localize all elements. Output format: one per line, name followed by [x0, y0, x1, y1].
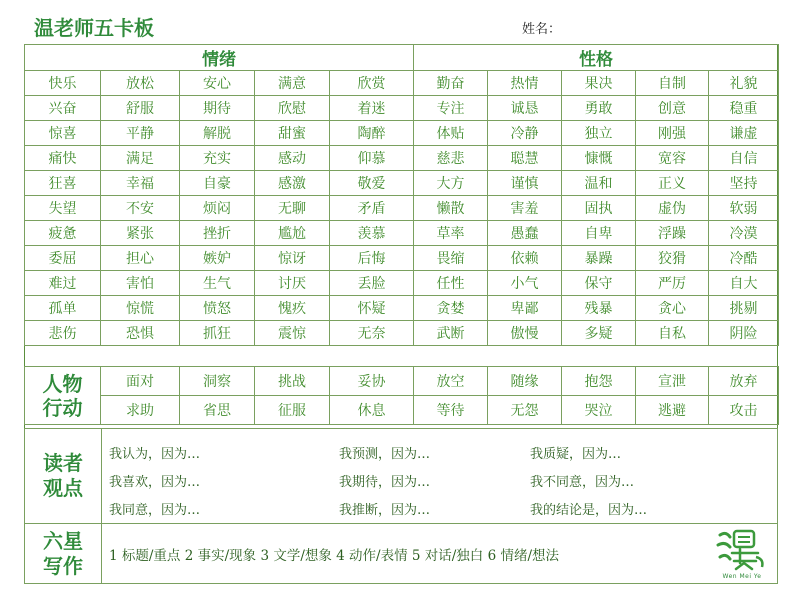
emotion-cell: 兴奋 [25, 96, 101, 121]
emotion-cell: 惊慌 [101, 296, 180, 321]
character-actions-table [24, 366, 779, 425]
emotion-cell: 烦闷 [180, 196, 255, 221]
emotion-cell: 难过 [25, 271, 101, 296]
emotion-cell: 陶醉 [330, 121, 414, 146]
emotion-cell: 快乐 [25, 71, 101, 96]
character-cell: 严厉 [636, 271, 709, 296]
action-cell: 逃避 [636, 396, 709, 425]
character-cell: 慈悲 [414, 146, 488, 171]
emotion-cell: 讨厌 [255, 271, 330, 296]
character-cell: 狡猾 [636, 246, 709, 271]
emotion-cell: 无聊 [255, 196, 330, 221]
character-cell: 浮躁 [636, 221, 709, 246]
character-cell: 冷静 [488, 121, 562, 146]
emotion-cell: 安心 [180, 71, 255, 96]
emotion-cell: 满意 [255, 71, 330, 96]
six-star-items: 1 标题/重点 2 事实/现象 3 文学/想象 4 动作/表情 5 对话/独白 6 情绪/想法 [109, 548, 560, 564]
emotion-cell: 怀疑 [330, 296, 414, 321]
emotion-cell: 感动 [255, 146, 330, 171]
emotion-cell: 委屈 [25, 246, 101, 271]
actions-row [25, 396, 779, 425]
emotion-cell: 担心 [101, 246, 180, 271]
action-cell: 省思 [180, 396, 255, 425]
action-cell: 攻击 [709, 396, 779, 425]
action-cell: 洞察 [180, 367, 255, 396]
emotion-cell: 仰慕 [330, 146, 414, 171]
emotion-cell: 孤单 [25, 296, 101, 321]
grid-row [25, 271, 779, 296]
reader-phrase: 我推断，因为… [339, 503, 431, 518]
character-cell: 软弱 [709, 196, 779, 221]
grid-row [25, 296, 779, 321]
reader-phrase: 我的结论是，因为… [530, 503, 648, 518]
grid-row [25, 96, 779, 121]
emotion-cell: 放松 [101, 71, 180, 96]
character-cell: 冷漠 [709, 221, 779, 246]
action-cell: 放弃 [709, 367, 779, 396]
character-cell: 懒散 [414, 196, 488, 221]
emotion-cell: 解脱 [180, 121, 255, 146]
actions-label-line1: 人物 [42, 371, 83, 396]
emotion-cell: 惊喜 [25, 121, 101, 146]
character-cell: 畏缩 [414, 246, 488, 271]
character-cell: 冷酷 [709, 246, 779, 271]
emotion-cell: 惊讶 [255, 246, 330, 271]
emotion-cell: 疲惫 [25, 221, 101, 246]
character-cell: 体贴 [414, 121, 488, 146]
character-cell: 宽容 [636, 146, 709, 171]
grid-row [25, 246, 779, 271]
emotion-cell: 失望 [25, 196, 101, 221]
emotion-cell: 不安 [101, 196, 180, 221]
grid-row [25, 221, 779, 246]
character-cell: 勇敢 [562, 96, 636, 121]
character-cell: 坚持 [709, 171, 779, 196]
emotion-cell: 平静 [101, 121, 180, 146]
action-cell: 哭泣 [562, 396, 636, 425]
emotion-cell: 生气 [180, 271, 255, 296]
grid-row [25, 196, 779, 221]
character-cell: 虚伪 [636, 196, 709, 221]
character-cell: 贪婪 [414, 296, 488, 321]
emotion-cell: 感激 [255, 171, 330, 196]
reader-phrase: 我喜欢，因为… [109, 475, 201, 490]
grid-row [25, 171, 779, 196]
emotion-cell: 着迷 [330, 96, 414, 121]
emotion-cell: 无奈 [330, 321, 414, 346]
character-cell: 礼貌 [709, 71, 779, 96]
reader-phrase: 我期待，因为… [339, 475, 431, 490]
character-cell: 诚恳 [488, 96, 562, 121]
emotion-character-table [24, 44, 779, 346]
grid-row [25, 121, 779, 146]
character-cell: 自大 [709, 271, 779, 296]
character-cell: 果决 [562, 71, 636, 96]
character-cell: 慷慨 [562, 146, 636, 171]
emotion-cell: 悲伤 [25, 321, 101, 346]
action-cell: 征服 [255, 396, 330, 425]
emotion-cell: 愤怒 [180, 296, 255, 321]
emotion-cell: 充实 [180, 146, 255, 171]
character-cell: 害羞 [488, 196, 562, 221]
action-cell: 妥协 [330, 367, 414, 396]
reader-phrase: 我认为，因为… [109, 447, 201, 462]
emotion-cell: 紧张 [101, 221, 180, 246]
action-cell: 抱怨 [562, 367, 636, 396]
character-cell: 愚蠢 [488, 221, 562, 246]
action-cell: 求助 [101, 396, 180, 425]
character-cell: 谦虚 [709, 121, 779, 146]
emotion-header: 情绪 [25, 45, 414, 71]
emotion-cell: 甜蜜 [255, 121, 330, 146]
emotion-cell: 尴尬 [255, 221, 330, 246]
character-cell: 卑鄙 [488, 296, 562, 321]
character-header: 性格 [414, 45, 779, 71]
name-label: 姓名： [522, 22, 562, 37]
character-cell: 自制 [636, 71, 709, 96]
character-cell: 温和 [562, 171, 636, 196]
emotion-cell: 敬爱 [330, 171, 414, 196]
character-cell: 固执 [562, 196, 636, 221]
reader-label [25, 429, 102, 523]
emotion-cell: 愧疚 [255, 296, 330, 321]
reader-phrase: 我同意，因为… [109, 503, 201, 518]
action-cell: 等待 [414, 396, 488, 425]
character-cell: 贪心 [636, 296, 709, 321]
six-star-label-line2: 写作 [43, 553, 83, 578]
character-cell: 多疑 [562, 321, 636, 346]
emotion-cell: 舒服 [101, 96, 180, 121]
character-cell: 阴险 [709, 321, 779, 346]
emotion-cell: 抓狂 [180, 321, 255, 346]
character-cell: 勤奋 [414, 71, 488, 96]
action-cell: 面对 [101, 367, 180, 396]
emotion-cell: 欣慰 [255, 96, 330, 121]
emotion-cell: 恐惧 [101, 321, 180, 346]
character-cell: 热情 [488, 71, 562, 96]
character-cell: 稳重 [709, 96, 779, 121]
character-cell: 保守 [562, 271, 636, 296]
emotion-cell: 矛盾 [330, 196, 414, 221]
section-gap [24, 346, 778, 366]
character-cell: 创意 [636, 96, 709, 121]
character-cell: 任性 [414, 271, 488, 296]
action-cell: 无怨 [488, 396, 562, 425]
emotion-cell: 痛快 [25, 146, 101, 171]
page-title: 温老师五卡板 [34, 16, 154, 40]
emotion-cell: 满足 [101, 146, 180, 171]
actions-label-line2: 行动 [42, 395, 83, 420]
emotion-cell: 后悔 [330, 246, 414, 271]
character-cell: 小气 [488, 271, 562, 296]
emotion-cell: 羡慕 [330, 221, 414, 246]
character-cell: 专注 [414, 96, 488, 121]
reader-phrase: 我质疑，因为… [530, 447, 622, 462]
emotion-cell: 害怕 [101, 271, 180, 296]
grid-row [25, 321, 779, 346]
character-cell: 草率 [414, 221, 488, 246]
emotion-cell: 挫折 [180, 221, 255, 246]
character-cell: 自信 [709, 146, 779, 171]
grid-row [25, 71, 779, 96]
action-cell: 休息 [330, 396, 414, 425]
character-cell: 自卑 [562, 221, 636, 246]
emotion-cell: 震惊 [255, 321, 330, 346]
character-cell: 依赖 [488, 246, 562, 271]
character-cell: 独立 [562, 121, 636, 146]
reader-phrase: 我预测，因为… [339, 447, 431, 462]
action-cell: 放空 [414, 367, 488, 396]
character-cell: 聪慧 [488, 146, 562, 171]
emotion-cell: 狂喜 [25, 171, 101, 196]
character-cell: 傲慢 [488, 321, 562, 346]
character-cell: 残暴 [562, 296, 636, 321]
character-cell: 武断 [414, 321, 488, 346]
logo-text: Wen Mei Ye [722, 573, 762, 580]
reader-label-line2: 观点 [43, 476, 83, 500]
reader-label-line1: 读者 [43, 451, 83, 475]
emotion-cell: 幸福 [101, 171, 180, 196]
emotion-cell: 欣赏 [330, 71, 414, 96]
six-star-label [25, 524, 102, 583]
character-cell: 自私 [636, 321, 709, 346]
emotion-cell: 自豪 [180, 171, 255, 196]
character-cell: 暴躁 [562, 246, 636, 271]
six-star-label-line1: 六星 [43, 528, 83, 553]
reader-viewpoint-section [24, 428, 778, 524]
six-star-writing-section [24, 523, 778, 584]
reader-phrase: 我不同意，因为… [530, 475, 635, 490]
action-cell: 宣泄 [636, 367, 709, 396]
action-cell: 随缘 [488, 367, 562, 396]
character-cell: 谨慎 [488, 171, 562, 196]
character-cell: 大方 [414, 171, 488, 196]
character-cell: 挑剔 [709, 296, 779, 321]
emotion-cell: 嫉妒 [180, 246, 255, 271]
actions-label [25, 367, 101, 425]
grid-row [25, 146, 779, 171]
action-cell: 挑战 [255, 367, 330, 396]
character-cell: 正义 [636, 171, 709, 196]
character-cell: 刚强 [636, 121, 709, 146]
emotion-cell: 期待 [180, 96, 255, 121]
emotion-cell: 丢脸 [330, 271, 414, 296]
wen-mei-ye-logo-icon [712, 527, 770, 579]
